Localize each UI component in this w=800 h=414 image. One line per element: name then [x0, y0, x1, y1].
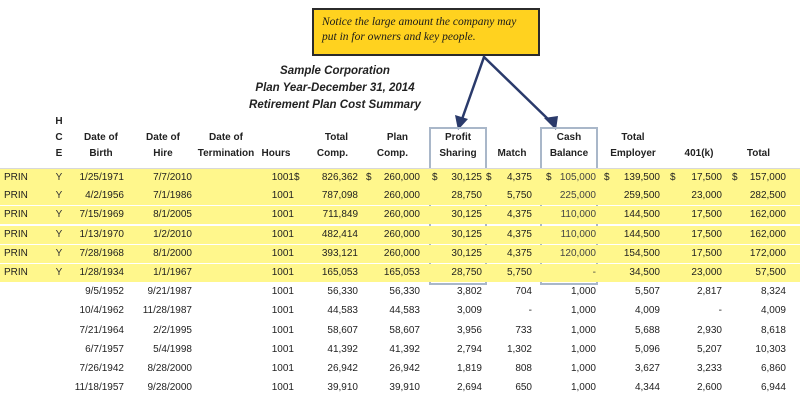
- cell-date-of-hire: 1/2/2010: [153, 228, 192, 240]
- cell-plan-comp: 260,000: [383, 190, 420, 202]
- cell-hce: Y: [55, 209, 63, 221]
- cell-total-comp: 56,330: [327, 286, 358, 298]
- cell-total-comp: 58,607: [327, 324, 358, 336]
- currency-symbol: $: [546, 172, 552, 183]
- cell-total-employer: 5,507: [634, 286, 660, 298]
- cell-profit-sharing: 2,694: [456, 382, 482, 394]
- cell-total-comp: 826,362: [321, 172, 358, 183]
- cell-profit-sharing: 28,750: [451, 267, 482, 278]
- cell-hce: Y: [55, 247, 63, 259]
- cell-hce: Y: [55, 228, 63, 240]
- header-total-comp: Total Comp.: [316, 132, 348, 159]
- cell-401k: 17,500: [691, 172, 722, 183]
- header-total-employer: Total Employer: [610, 132, 656, 159]
- cell-hours: 1001: [271, 209, 294, 221]
- cell-hce: Y: [55, 267, 63, 278]
- cell-date-of-hire: 9/21/1987: [147, 286, 192, 298]
- cell-total-comp: 393,121: [321, 247, 358, 259]
- cell-date-of-birth: 9/5/1952: [85, 286, 124, 298]
- cell-cash-balance: 1,000: [570, 305, 596, 317]
- cell-total: 172,000: [749, 247, 786, 259]
- cell-date-of-hire: 2/2/1995: [153, 324, 192, 336]
- header-date-of-hire: Date of Hire: [146, 132, 180, 159]
- cell-date-of-birth: 7/28/1968: [79, 247, 124, 259]
- cell-cash-balance: 1,000: [570, 382, 596, 394]
- cell-plan-comp: 41,392: [389, 343, 420, 355]
- cell-type: [4, 322, 34, 340]
- cell-401k: 5,207: [696, 343, 722, 355]
- cell-total: 282,500: [749, 190, 786, 202]
- cell-date-of-hire: 11/28/1987: [142, 305, 192, 317]
- cell-total-comp: 41,392: [327, 343, 358, 355]
- cell-match: 5,750: [506, 267, 532, 278]
- cell-type: PRIN: [4, 209, 28, 221]
- header-hours: Hours: [261, 148, 291, 159]
- cell-date-of-hire: 8/1/2005: [153, 209, 192, 221]
- cell-plan-comp: 44,583: [389, 305, 420, 317]
- cell-match: 1,302: [506, 343, 532, 355]
- cell-cash-balance: 1,000: [570, 343, 596, 355]
- cell-cash-balance: 120,000: [559, 247, 596, 259]
- cell-hce: Y: [55, 172, 63, 183]
- header-plan-comp: Plan Comp.: [376, 132, 408, 159]
- currency-symbol: $: [732, 172, 738, 183]
- cell-total-employer: 34,500: [629, 267, 660, 278]
- currency-symbol: $: [432, 172, 438, 183]
- cell-total: 8,618: [760, 324, 786, 336]
- cell-total-employer: 5,096: [634, 343, 660, 355]
- cell-date-of-birth: 6/7/1957: [85, 343, 124, 355]
- cell-total: 10,303: [755, 343, 786, 355]
- cell-401k: 3,233: [696, 363, 722, 374]
- cell-total-comp: 787,098: [321, 190, 358, 202]
- cell-401k: 23,000: [691, 190, 722, 202]
- cell-type: [4, 302, 34, 320]
- cell-match: 4,375: [506, 247, 532, 259]
- header-date-of-termination: Date of Termination: [197, 132, 255, 159]
- cell-total-comp: 39,910: [327, 382, 358, 394]
- cell-total-comp: 482,414: [321, 228, 358, 240]
- header-total: Total: [746, 148, 770, 159]
- cell-profit-sharing: 2,794: [456, 343, 482, 355]
- cell-total-comp: 44,583: [327, 305, 358, 317]
- cell-hours: 1001: [271, 343, 294, 355]
- cell-total: 57,500: [755, 267, 786, 278]
- cell-total: 8,324: [760, 286, 786, 298]
- currency-symbol: $: [486, 172, 492, 183]
- cell-total-employer: 139,500: [623, 172, 660, 183]
- cell-401k: 23,000: [691, 267, 722, 278]
- cell-profit-sharing: 30,125: [451, 172, 482, 183]
- cell-plan-comp: 260,000: [383, 209, 420, 221]
- cell-cash-balance: 225,000: [559, 190, 596, 202]
- cell-date-of-birth: 1/25/1971: [79, 172, 124, 183]
- cell-match: -: [528, 305, 532, 317]
- cell-hours: 1001: [271, 172, 294, 183]
- table-row: [0, 283, 800, 301]
- cell-total-employer: 3,627: [634, 363, 660, 374]
- cell-total: 4,009: [760, 305, 786, 317]
- cell-hours: 1001: [271, 382, 294, 394]
- cell-cash-balance: -: [592, 267, 596, 278]
- cell-hours: 1001: [271, 305, 294, 317]
- cell-date-of-birth: 7/15/1969: [79, 209, 124, 221]
- table-row: [0, 379, 800, 397]
- header-date-of-birth: Date of Birth: [84, 132, 118, 159]
- cell-type: [4, 379, 34, 397]
- cell-plan-comp: 260,000: [383, 228, 420, 240]
- cell-type: [4, 283, 34, 301]
- cell-type: PRIN: [4, 228, 28, 240]
- cell-cash-balance: 1,000: [570, 286, 596, 298]
- cell-cash-balance: 110,000: [560, 209, 596, 221]
- currency-symbol: $: [294, 172, 300, 183]
- cell-date-of-birth: 11/18/1957: [74, 382, 124, 394]
- cell-plan-comp: 39,910: [389, 382, 420, 394]
- cell-match: 650: [515, 382, 532, 394]
- cell-match: 733: [515, 324, 532, 336]
- cell-match: 4,375: [506, 172, 532, 183]
- cell-profit-sharing: 30,125: [451, 209, 482, 221]
- header-401k: 401(k): [684, 148, 714, 159]
- header-match: Match: [497, 148, 527, 159]
- cell-total-comp: 165,053: [321, 267, 358, 278]
- cell-plan-comp: 260,000: [383, 247, 420, 259]
- cell-401k: 17,500: [691, 209, 722, 221]
- cell-type: PRIN: [4, 190, 28, 202]
- cell-date-of-hire: 1/1/1967: [153, 267, 192, 278]
- table-row: [0, 322, 800, 340]
- callout-note: Notice the large amount the company may put in for owners and key people.: [312, 8, 540, 56]
- cell-hours: 1001: [271, 286, 294, 298]
- cell-total-employer: 4,009: [634, 305, 660, 317]
- cell-profit-sharing: 30,125: [451, 228, 482, 240]
- plan-year: Plan Year-December 31, 2014: [255, 82, 415, 94]
- cell-date-of-birth: 7/26/1942: [79, 363, 124, 374]
- cell-match: 5,750: [506, 190, 532, 202]
- cell-profit-sharing: 3,009: [456, 305, 482, 317]
- cell-type: [4, 341, 34, 359]
- cell-date-of-birth: 1/13/1970: [79, 228, 124, 240]
- table-row: [0, 302, 800, 320]
- header-profit-sharing: Profit Sharing: [439, 132, 477, 159]
- cell-total: 162,000: [749, 209, 786, 221]
- cell-match: 704: [515, 286, 532, 298]
- currency-symbol: $: [366, 172, 372, 183]
- cell-profit-sharing: 3,956: [456, 324, 482, 336]
- cell-plan-comp: 56,330: [389, 286, 420, 298]
- report-titles: [240, 63, 430, 114]
- cell-401k: 2,600: [696, 382, 722, 394]
- cell-401k: 17,500: [691, 247, 722, 259]
- cell-total: 6,860: [760, 363, 786, 374]
- cell-profit-sharing: 3,802: [456, 286, 482, 298]
- currency-symbol: $: [670, 172, 676, 183]
- cell-401k: 2,930: [696, 324, 722, 336]
- header-hce: H C E: [55, 116, 63, 159]
- table-row: [0, 168, 800, 188]
- cell-total-employer: 154,500: [623, 247, 660, 259]
- cell-total-employer: 4,344: [634, 382, 660, 394]
- company-name: Sample Corporation: [280, 65, 390, 77]
- currency-symbol: $: [604, 172, 610, 183]
- cell-type: [4, 360, 34, 378]
- cell-profit-sharing: 28,750: [451, 190, 482, 202]
- cell-cash-balance: 105,000: [559, 172, 596, 183]
- cell-type: PRIN: [4, 247, 28, 259]
- cell-total-employer: 5,688: [634, 324, 660, 336]
- cell-hours: 1001: [271, 228, 294, 240]
- table-row: [0, 187, 800, 205]
- cell-plan-comp: 26,942: [389, 363, 420, 374]
- cell-total-employer: 144,500: [623, 209, 660, 221]
- cell-total: 162,000: [749, 228, 786, 240]
- cell-cash-balance: 1,000: [570, 324, 596, 336]
- cell-plan-comp: 165,053: [383, 267, 420, 278]
- cell-plan-comp: 58,607: [389, 324, 420, 336]
- cell-cash-balance: 1,000: [570, 363, 596, 374]
- cell-total: 6,944: [760, 382, 786, 394]
- cell-hours: 1001: [271, 247, 294, 259]
- cell-hours: 1001: [271, 190, 294, 202]
- cell-hours: 1001: [271, 324, 294, 336]
- cell-date-of-birth: 1/28/1934: [79, 267, 124, 278]
- table-row: [0, 206, 800, 224]
- cell-date-of-birth: 4/2/1956: [85, 190, 124, 202]
- table-row: [0, 226, 800, 244]
- cell-date-of-hire: 8/1/2000: [153, 247, 192, 259]
- cell-date-of-hire: 5/4/1998: [153, 343, 192, 355]
- cell-type: PRIN: [4, 172, 28, 183]
- header-cash-balance: Cash Balance: [549, 132, 589, 159]
- cell-hours: 1001: [271, 267, 294, 278]
- cell-total-comp: 26,942: [327, 363, 358, 374]
- cell-401k: -: [718, 305, 722, 317]
- cell-total: 157,000: [749, 172, 786, 183]
- table-row: [0, 245, 800, 263]
- cell-401k: 2,817: [696, 286, 722, 298]
- cell-total-comp: 711,849: [322, 209, 358, 221]
- table-row: [0, 360, 800, 378]
- cell-401k: 17,500: [691, 228, 722, 240]
- cell-date-of-birth: 10/4/1962: [79, 305, 124, 317]
- cell-type: PRIN: [4, 267, 28, 278]
- cell-profit-sharing: 1,819: [456, 363, 482, 374]
- cell-hce: Y: [55, 190, 63, 202]
- cell-date-of-hire: 8/28/2000: [147, 363, 192, 374]
- cell-date-of-hire: 7/7/2010: [153, 172, 192, 183]
- cell-match: 4,375: [506, 209, 532, 221]
- report-title: Retirement Plan Cost Summary: [249, 99, 421, 111]
- table-row: [0, 341, 800, 359]
- cell-date-of-hire: 7/1/1986: [153, 190, 192, 202]
- cell-hours: 1001: [271, 363, 294, 374]
- cell-match: 4,375: [506, 228, 532, 240]
- cell-total-employer: 144,500: [623, 228, 660, 240]
- cell-total-employer: 259,500: [623, 190, 660, 202]
- cell-cash-balance: 110,000: [560, 228, 596, 240]
- cell-date-of-birth: 7/21/1964: [79, 324, 124, 336]
- cell-match: 808: [515, 363, 532, 374]
- cell-profit-sharing: 30,125: [451, 247, 482, 259]
- table-row: [0, 264, 800, 282]
- cell-date-of-hire: 9/28/2000: [147, 382, 192, 394]
- cell-plan-comp: 260,000: [383, 172, 420, 183]
